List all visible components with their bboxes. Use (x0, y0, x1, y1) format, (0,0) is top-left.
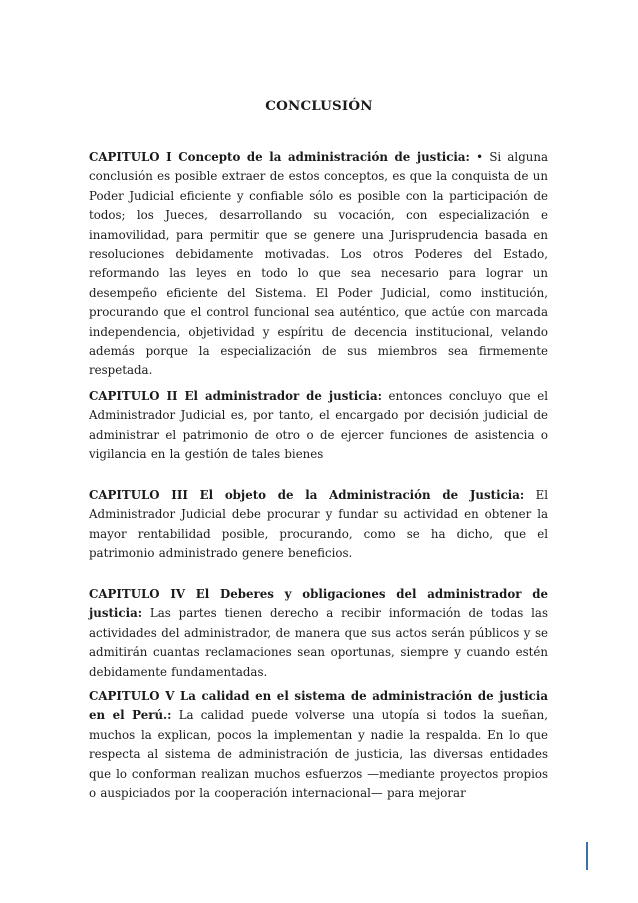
section-heading: CAPITULO V La calidad en el sistema de administración de justicia en el Perú.: (89, 689, 548, 723)
page-title: CONCLUSIÓN (265, 98, 373, 114)
page-margin-marker (586, 842, 588, 870)
section-body: La calidad puede volverse una utopía si todos la sueñan, muchos la explican, pocos la implementan y nadie la respalda. En lo que respecta al sistema de administración de justicia, las diversas entidades que lo conforman realizan muchos esfuerzos —mediante proyectos propios o auspiciados por la cooperación internacional— para mejorar (89, 708, 548, 801)
section-heading: CAPITULO II El administrador de justicia: (89, 389, 382, 403)
section-body: El Administrador Judicial debe procurar y fundar su actividad en obtener la mayor rentabilidad posible, procurando, como se ha dicho, que el patrimonio administrado genere beneficios. (89, 488, 549, 561)
section-body: • Si alguna conclusión es posible extraer de estos conceptos, es que la conquista de un Poder Judicial eficiente y confiable sólo es posible con la participación de todos; los Jueces, desarrollando su vocación, con especialización e inamovilidad, para permitir que se genere una Jurisprudencia basada en resoluciones debidamente motivadas. Los otros Poderes del Estado, reformando las leyes en todo lo que sea necesario para lograr un desempeño eficiente del Sistema. El Poder Judicial, como institución, procurando que el control funcional sea auténtico, que actúe con marcada independencia, objetividad y espíritu de decencia institucional, velando además porque la especialización de sus miembros sea firmemente respetada. (89, 150, 548, 378)
section-capitulo-4 (89, 585, 548, 682)
section-heading: CAPITULO III El objeto de la Administración de Justicia: (89, 488, 525, 502)
section-heading: CAPITULO I Concepto de la administración de justicia: (89, 150, 470, 164)
section-body: Las partes tienen derecho a recibir información de todas las actividades del administrador, de manera que sus actos serán públicos y se admitirán cuantas reclamaciones sean oportunas, siempre y cuando estén debidamente fundamentadas. (89, 606, 548, 679)
section-capitulo-3 (89, 486, 548, 564)
section-heading: CAPITULO IV El Deberes y obligaciones del administrador de justicia: (89, 587, 548, 621)
section-capitulo-1 (89, 148, 548, 381)
section-body: entonces concluyo que el Administrador Judicial es, por tanto, el encargado por decisión judicial de administrar el patrimonio de otro o de ejercer funciones de asistencia o vigilancia en la gestión de tales bienes (89, 389, 548, 462)
section-capitulo-2 (89, 387, 548, 465)
section-capitulo-5 (89, 687, 548, 803)
